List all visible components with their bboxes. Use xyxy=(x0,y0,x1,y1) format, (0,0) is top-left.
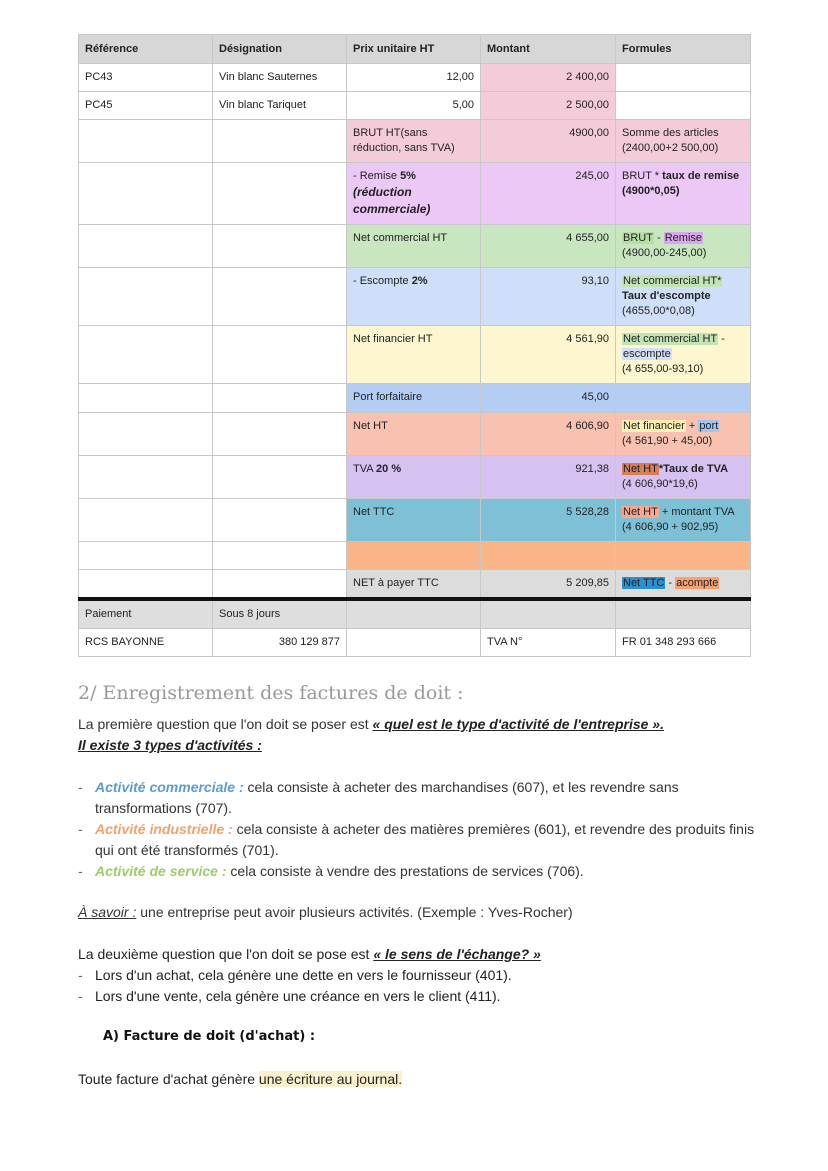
tva-number: FR 01 348 293 666 xyxy=(616,629,751,657)
tva-label: TVA 20 % xyxy=(347,456,481,499)
row-net-financier xyxy=(79,326,751,384)
invoice-table xyxy=(78,34,751,657)
net-financier-value: 4 561,90 xyxy=(481,326,616,384)
row-port xyxy=(79,384,751,413)
port-value: 45,00 xyxy=(481,384,616,413)
header-reference: Référence xyxy=(79,35,213,64)
row-net-ttc xyxy=(79,499,751,542)
cell-formule xyxy=(616,92,751,120)
cell-designation: Vin blanc Tariquet xyxy=(213,92,347,120)
row-net-a-payer xyxy=(79,570,751,600)
row-escompte xyxy=(79,268,751,326)
net-financier-label: Net financier HT xyxy=(347,326,481,384)
row-remise xyxy=(79,163,751,225)
list-item: - Activité commerciale : cela consiste à acheter des marchandises (607), et les revendre sans transformations (707). xyxy=(78,779,679,816)
cell-prix: 5,00 xyxy=(347,92,481,120)
last-line: Toute facture d'achat génère une écriture au journal. xyxy=(78,1071,403,1087)
net-commercial-value: 4 655,00 xyxy=(481,225,616,268)
escompte-formula: Net commercial HT* Taux d'escompte (4655,00*0,08) xyxy=(616,268,751,326)
list-item: - Lors d'une vente, cela génère une créance en vers le client (411). xyxy=(78,988,501,1004)
row-tva xyxy=(79,456,751,499)
header-prix-unitaire: Prix unitaire HT xyxy=(347,35,481,64)
net-ht-formula: Net financier + port (4 561,90 + 45,00) xyxy=(616,413,751,456)
cell-prix: 12,00 xyxy=(347,64,481,92)
rcs-label: RCS BAYONNE xyxy=(79,629,213,657)
list-item: - Activité de service : cela consiste à vendre des prestations de services (706). xyxy=(78,863,584,879)
cell-designation: Vin blanc Sauternes xyxy=(213,64,347,92)
table-row xyxy=(79,64,751,92)
cell-ref: PC43 xyxy=(79,64,213,92)
rcs-number: 380 129 877 xyxy=(213,629,347,657)
tva-formula: Net HT*Taux de TVA (4 606,90*19,6) xyxy=(616,456,751,499)
net-commercial-formula: BRUT - Remise (4900,00-245,00) xyxy=(616,225,751,268)
tva-number-label: TVA N° xyxy=(481,629,616,657)
tva-value: 921,38 xyxy=(481,456,616,499)
question-1: La première question que l'on doit se poser est « quel est le type d'activité de l'entreprise ». Il existe 3 types d'activités : xyxy=(78,716,664,753)
brut-label: BRUT HT(sans réduction, sans TVA) xyxy=(347,120,481,163)
net-ttc-formula: Net HT + montant TVA (4 606,90 + 902,95) xyxy=(616,499,751,542)
remise-formula: BRUT * taux de remise (4900*0,05) xyxy=(616,163,751,225)
activity-list xyxy=(78,777,758,882)
net-ttc-value: 5 528,28 xyxy=(481,499,616,542)
table-header-row xyxy=(79,35,751,64)
paiement-value: Sous 8 jours xyxy=(213,599,347,629)
cell-ref: PC45 xyxy=(79,92,213,120)
header-formules: Formules xyxy=(616,35,751,64)
header-montant: Montant xyxy=(481,35,616,64)
row-paiement xyxy=(79,599,751,629)
escompte-value: 93,10 xyxy=(481,268,616,326)
net-ht-value: 4 606,90 xyxy=(481,413,616,456)
row-net-ht xyxy=(79,413,751,456)
brut-formula: Somme des articles (2400,00+2 500,00) xyxy=(616,120,751,163)
net-commercial-label: Net commercial HT xyxy=(347,225,481,268)
section-title: 2/ Enregistrement des factures de doit : xyxy=(78,682,464,704)
question-2: La deuxième question que l'on doit se pose est « le sens de l'échange? » - Lors d'un achat, cela génère une dette en vers le fournisseur (401). - Lors d'une vente, cela génère une créance en vers le client (411). xyxy=(78,944,758,1007)
net-ttc-label: Net TTC xyxy=(347,499,481,542)
cell-montant: 2 400,00 xyxy=(481,64,616,92)
escompte-label: - Escompte 2% xyxy=(347,268,481,326)
remise-value: 245,00 xyxy=(481,163,616,225)
a-savoir: À savoir : une entreprise peut avoir plusieurs activités. (Exemple : Yves-Rocher) xyxy=(78,904,573,920)
row-rcs xyxy=(79,629,751,657)
table-row xyxy=(79,92,751,120)
row-acompte xyxy=(79,542,751,570)
net-a-payer-label: NET à payer TTC xyxy=(347,570,481,600)
net-ht-label: Net HT xyxy=(347,413,481,456)
list-item: - Lors d'un achat, cela génère une dette en vers le fournisseur (401). xyxy=(78,967,512,983)
cell-montant: 2 500,00 xyxy=(481,92,616,120)
net-a-payer-formula: Net TTC - acompte xyxy=(616,570,751,600)
paiement-label: Paiement xyxy=(79,599,213,629)
net-financier-formula: Net commercial HT - escompte (4 655,00-93,10) xyxy=(616,326,751,384)
row-brut xyxy=(79,120,751,163)
cell-formule xyxy=(616,64,751,92)
subheading-facture-achat: A) Facture de doit (d'achat) : xyxy=(103,1029,316,1044)
brut-value: 4900,00 xyxy=(481,120,616,163)
list-item: - Activité industrielle : cela consiste à acheter des matières premières (601), et revendre des produits finis qui ont été transformés (701). xyxy=(78,821,755,858)
port-label: Port forfaitaire xyxy=(347,384,481,413)
header-designation: Désignation xyxy=(213,35,347,64)
remise-label: - Remise 5% (réduction commerciale) xyxy=(347,163,481,225)
row-net-commercial xyxy=(79,225,751,268)
net-a-payer-value: 5 209,85 xyxy=(481,570,616,600)
